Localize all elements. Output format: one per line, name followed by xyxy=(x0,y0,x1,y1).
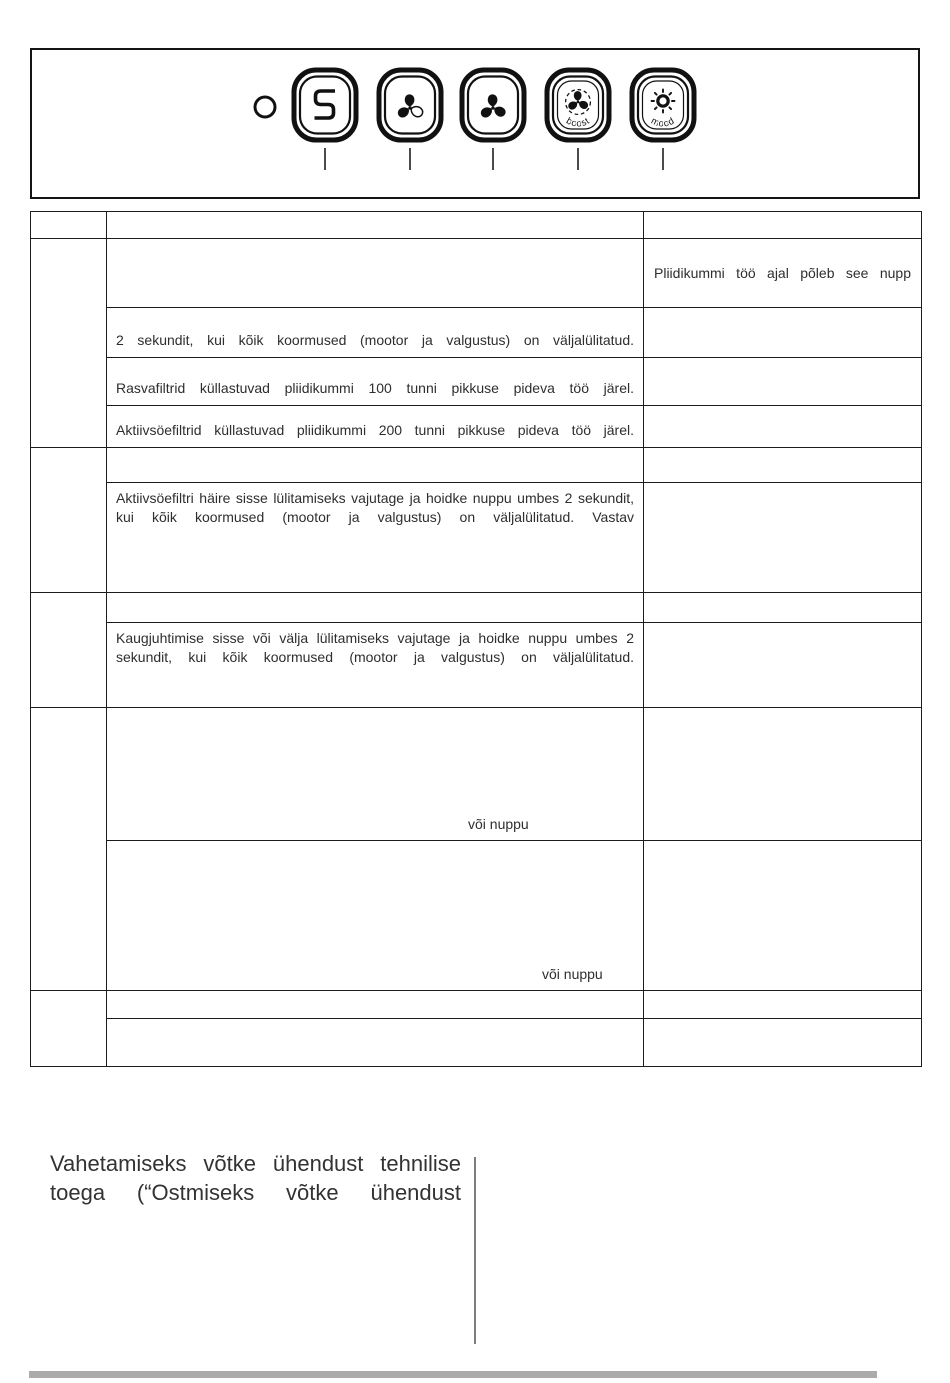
led-note-cell xyxy=(644,483,922,593)
column-divider xyxy=(474,1157,476,1344)
led-note-cell xyxy=(644,623,922,708)
button-cell-speed2 xyxy=(31,593,107,708)
function-cell xyxy=(107,448,644,483)
table-header-row xyxy=(31,212,922,239)
function-cell xyxy=(107,1019,644,1067)
header-function-col xyxy=(107,212,644,239)
svg-text:boost xyxy=(564,115,592,129)
table-row xyxy=(31,991,922,1019)
control-panel-graphic xyxy=(32,50,918,197)
mood-button-label: mood xyxy=(649,115,677,130)
led-note-cell xyxy=(644,1019,922,1067)
led-indicator xyxy=(255,97,275,117)
power-button[interactable] xyxy=(294,70,356,140)
fan-speed1-icon xyxy=(396,94,424,119)
boost-fan-icon xyxy=(566,90,591,115)
replacement-note-line1: Vahetamiseks võtke ühendust tehnilise xyxy=(50,1151,461,1176)
replacement-note-line2: toega (“Ostmiseks võtke ühendust xyxy=(50,1180,461,1205)
table-row xyxy=(31,239,922,308)
led-note-cell xyxy=(644,841,922,991)
led-note-cell xyxy=(644,448,922,483)
function-cell: Rasvafiltrid küllastuvad pliidikummi 100 tunni pikkuse pideva töö järel. xyxy=(107,358,644,406)
function-cell: Kaugjuhtimise sisse või välja lülitamiseks vajutage ja hoidke nuppu umbes 2 sekundit, kui kõik koormused (mootor ja valgustus) on väljalülitatud. xyxy=(107,623,644,708)
button-cell-mood xyxy=(31,991,107,1067)
led-note-cell: Pliidikummi töö ajal põleb see nupp xyxy=(644,239,922,308)
fan-speed2-icon xyxy=(479,94,507,119)
light-icon xyxy=(652,90,675,113)
led-note-cell xyxy=(644,358,922,406)
svg-text:mood xyxy=(649,115,677,129)
table-row xyxy=(31,1019,922,1067)
function-cell xyxy=(107,593,644,623)
boost-button[interactable] xyxy=(547,70,609,140)
table-row xyxy=(31,708,922,841)
button-cell-boost xyxy=(31,708,107,991)
bottom-rule xyxy=(29,1371,877,1378)
boost-button-label: boost xyxy=(564,115,592,130)
button-cell-power xyxy=(31,239,107,448)
led-note-cell xyxy=(644,708,922,841)
control-panel-box xyxy=(30,48,920,199)
function-cell: Aktiivsöefiltri häire sisse lülitamiseks vajutage ja hoidke nuppu umbes 2 sekundit, kui kõik koormused (mootor ja valgustus) on väljalülitatud. Vastav xyxy=(107,483,644,593)
table-row xyxy=(31,593,922,623)
table-row xyxy=(31,841,922,991)
table-row xyxy=(31,448,922,483)
led-note-cell xyxy=(644,406,922,448)
fan-speed2-button[interactable] xyxy=(462,70,524,140)
function-cell: 2 sekundit, kui kõik koormused (mootor ja valgustus) on väljalülitatud. xyxy=(107,308,644,358)
header-button-col xyxy=(31,212,107,239)
table-row xyxy=(31,358,922,406)
power-icon xyxy=(315,91,336,118)
controls-table xyxy=(30,211,922,1067)
table-row xyxy=(31,483,922,593)
button-cell-speed1 xyxy=(31,448,107,593)
table-row xyxy=(31,406,922,448)
led-note-cell xyxy=(644,593,922,623)
function-cell xyxy=(107,991,644,1019)
function-cell: Aktiivsöefiltrid küllastuvad pliidikummi 200 tunni pikkuse pideva töö järel. xyxy=(107,406,644,448)
led-note-cell xyxy=(644,991,922,1019)
function-cell xyxy=(107,239,644,308)
led-note-cell xyxy=(644,308,922,358)
header-led-col xyxy=(644,212,922,239)
function-cell: või nuppu xyxy=(107,708,644,841)
table-row xyxy=(31,623,922,708)
table-row xyxy=(31,308,922,358)
replacement-note xyxy=(50,1149,461,1207)
fan-speed1-button[interactable] xyxy=(379,70,441,140)
mood-button[interactable] xyxy=(632,70,694,140)
function-cell: või nuppu xyxy=(107,841,644,991)
